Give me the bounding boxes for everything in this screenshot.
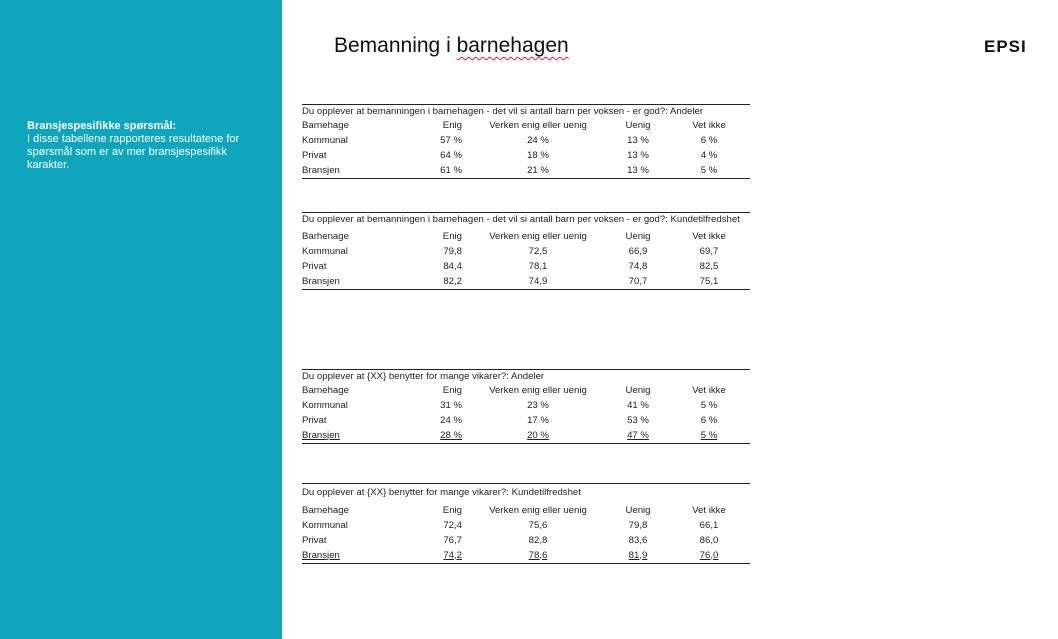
table-cell: 23 % (527, 399, 549, 411)
table-cell: Kommunal (302, 399, 348, 411)
header-cell: Vet ikke (692, 384, 726, 396)
page-title-squiggle-word: barnehagen (456, 34, 569, 57)
table-caption: Du opplever at bemanningen i barnehagen - det vil si antall barn per voksen - er god?: Andeler (302, 104, 750, 118)
table-row (302, 244, 750, 259)
table-row (302, 548, 750, 564)
table-cell: Privat (302, 149, 327, 161)
table-row (302, 133, 750, 148)
header-cell: Enig (442, 119, 462, 131)
table-cell: 24 % (527, 134, 549, 146)
data-table (302, 118, 750, 179)
table-cell: 13 % (627, 134, 649, 146)
header-cell: Uenig (625, 504, 651, 516)
header-cell: Barnehage (302, 384, 349, 396)
table-cell: 83,6 (628, 534, 648, 546)
table-cell: 28 % (440, 429, 462, 441)
sidebar-text (27, 120, 267, 172)
table-row (302, 148, 750, 163)
table-cell: 31 % (440, 399, 462, 411)
table-cell: 76,7 (443, 534, 462, 546)
page-title (334, 34, 569, 58)
table-cell: 6 % (700, 134, 718, 146)
table-row (302, 428, 750, 444)
epsi-logo-text: EPSI (984, 37, 1027, 56)
table-header-row (302, 503, 750, 518)
table-cell: 41 % (627, 399, 649, 411)
table-row (302, 413, 750, 428)
table-cell: Bransjen (302, 429, 340, 441)
table-cell: Kommunal (302, 519, 348, 531)
table-cell: Privat (302, 534, 327, 546)
header-cell: Verken enig eller uenig (489, 230, 587, 242)
header-cell: Enig (442, 504, 462, 516)
table-row (302, 274, 750, 290)
epsi-logo (984, 37, 1027, 57)
table-cell: Privat (302, 260, 327, 272)
header-cell: Verken enig eller uenig (489, 504, 587, 516)
header-cell: Uenig (625, 384, 651, 396)
table-cell: 72,5 (528, 245, 548, 257)
table-cell: 66,1 (699, 519, 719, 531)
table-header-row (302, 383, 750, 398)
table-cell: 21 % (527, 164, 549, 176)
sidebar-panel (0, 0, 282, 639)
table-cell: 79,8 (443, 245, 462, 257)
table-cell: 66,9 (628, 245, 648, 257)
table-cell: 6 % (700, 414, 718, 426)
table-cell: 72,4 (443, 519, 462, 531)
table-cell: 17 % (527, 414, 549, 426)
table-cell: 20 % (527, 429, 549, 441)
table-caption: Du opplever at {XX} benytter for mange vikarer?: Kundetilfredshet (302, 483, 750, 499)
data-table (302, 503, 750, 564)
header-cell: Uenig (625, 119, 651, 131)
table-cell: 18 % (527, 149, 549, 161)
table-cell: 47 % (627, 429, 649, 441)
table-cell: 78,6 (528, 549, 548, 561)
table-row (302, 518, 750, 533)
table-row (302, 163, 750, 179)
sidebar-heading: Bransjespesifikke spørsmål: (27, 120, 177, 132)
table-cell: 86,0 (699, 534, 719, 546)
table-cell: 5 % (700, 399, 718, 411)
table-cell: 82,5 (699, 260, 719, 272)
table-cell: 57 % (440, 134, 462, 146)
table-header-row (302, 229, 750, 244)
table-cell: Kommunal (302, 245, 348, 257)
table-cell: 74,9 (528, 275, 548, 287)
table-staffing-shares (302, 104, 750, 179)
table-cell: Bransjen (302, 549, 340, 561)
table-cell: 74,2 (443, 549, 462, 561)
table-cell: 5 % (700, 164, 718, 176)
table-substitutes-satisfaction (302, 483, 750, 564)
header-cell: Vet ikke (692, 504, 726, 516)
table-cell: Bransjen (302, 275, 340, 287)
table-cell: 81,9 (628, 549, 648, 561)
header-cell: Enig (442, 384, 462, 396)
table-caption: Du opplever at {XX} benytter for mange vikarer?: Andeler (302, 369, 750, 383)
sidebar-body: I disse tabellene rapporteres resultatene for spørsmål som er av mer bransjespesifikk karakter. (27, 133, 240, 171)
table-caption: Du opplever at bemanningen i barnehagen - det vil si antall barn per voksen - er god?: Kundetilfredshet (302, 212, 750, 226)
table-cell: 69,7 (699, 245, 719, 257)
table-row (302, 259, 750, 274)
table-substitutes-shares (302, 369, 750, 444)
table-cell: 79,8 (628, 519, 648, 531)
table-cell: Bransjen (302, 164, 340, 176)
table-cell: 13 % (627, 164, 649, 176)
header-cell: Uenig (625, 230, 651, 242)
table-cell: 4 % (700, 149, 718, 161)
data-table (302, 383, 750, 444)
header-cell: Enig (442, 230, 462, 242)
table-cell: 5 % (700, 429, 718, 441)
table-staffing-satisfaction (302, 212, 750, 290)
table-cell: 75,1 (699, 275, 719, 287)
table-row (302, 398, 750, 413)
table-cell: 78,1 (528, 260, 548, 272)
table-cell: 64 % (440, 149, 462, 161)
table-cell: 82,2 (443, 275, 462, 287)
table-cell: 75,6 (528, 519, 548, 531)
table-cell: 53 % (627, 414, 649, 426)
table-cell: 82,8 (528, 534, 548, 546)
header-cell: Barnehage (302, 504, 349, 516)
table-cell: 13 % (627, 149, 649, 161)
header-cell: Vet ikke (692, 119, 726, 131)
table-cell: 74,8 (628, 260, 648, 272)
table-cell: 24 % (440, 414, 462, 426)
table-cell: 61 % (440, 164, 462, 176)
table-header-row (302, 118, 750, 133)
header-cell: Barhenage (302, 230, 349, 242)
data-table (302, 229, 750, 290)
header-cell: Verken enig eller uenig (489, 119, 587, 131)
header-cell: Vet ikke (692, 230, 726, 242)
header-cell: Verken enig eller uenig (489, 384, 587, 396)
page-title-text: Bemanning i (334, 34, 457, 57)
table-cell: 76,0 (699, 549, 719, 561)
header-cell: Barnehage (302, 119, 349, 131)
table-row (302, 533, 750, 548)
table-cell: Privat (302, 414, 327, 426)
table-cell: 70,7 (628, 275, 648, 287)
table-cell: Kommunal (302, 134, 348, 146)
table-cell: 84,4 (443, 260, 462, 272)
